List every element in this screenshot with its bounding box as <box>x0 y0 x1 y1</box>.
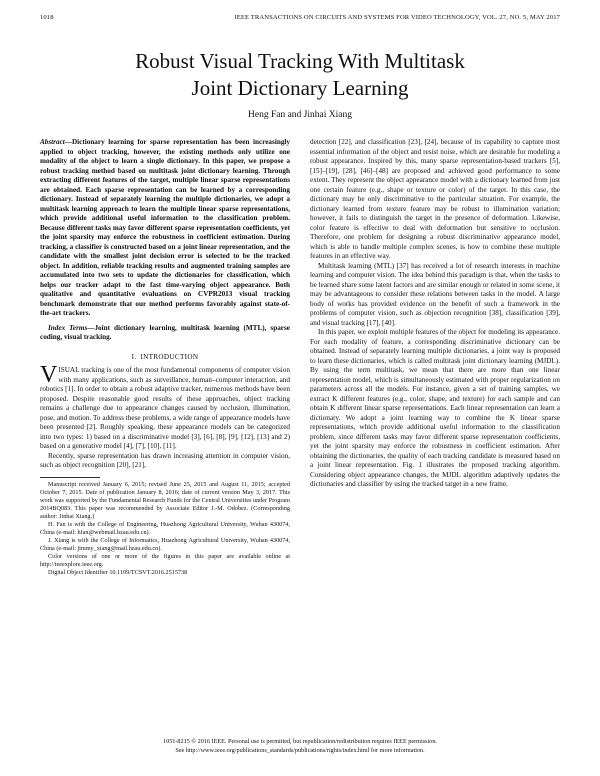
copyright-line-2: See http://www.ieee.org/publications_standards/publications/rights/index.html for more information. <box>175 746 425 754</box>
footnote-manuscript: Manuscript received January 6, 2015; revised June 25, 2015 and August 11, 2015; accepted October 7, 2015. Date of publication January 8, 2016; date of current version May 3, 2017. This work was supported by the Fundamental Research Funds for the Central Universities under Program 2014BQ083. This paper was recommended by Associate Editor J.-M. Odobez. (Corresponding author: Jinhai Xiang.) <box>40 480 290 520</box>
index-terms <box>40 324 290 343</box>
footnote-doi: Digital Object Identifier 10.1109/TCSVT.2016.2515738 <box>48 568 188 576</box>
footnote-divider <box>40 477 100 478</box>
left-column <box>40 138 290 577</box>
title-line-2: Joint Dictionary Learning <box>191 76 409 100</box>
intro-paragraph-1-text: ISUAL tracking is one of the most fundamental components of computer vision with many applications, such as surveillance, human–computer interaction, and robotics [1]. In order to obtain a robust adaptive tracker, numerous methods have been proposed. Despite reasonable good results of these approaches, object tracking remains a challenge due to appearance changes caused by occlusion, illumination, pose, and motion. To address these problems, a wide range of appearance models have been presented [2]. Roughly speaking, these appearance models can be categorized into two types: 1) based on a discriminative model [3], [6], [8], [9], [12], [13] and 2) based on a generative model [4], [7], [10], [11]. <box>40 366 290 450</box>
drop-cap: V <box>40 362 58 388</box>
authors: Heng Fan and Jinhai Xiang <box>248 110 352 120</box>
copyright-notice <box>40 738 560 755</box>
abstract-text: —Dictionary learning for sparse representation has been increasingly applied to object tracking, however, the existing methods only utilize one modality of the object to learn a single dictionary. In this paper, we propose a robust tracking method based on multitask joint dictionary learning. Through extracting different features of the target, multiple linear sparse representations are obtained. Each sparse representation can be learned by a corresponding dictionary. Instead of separately learning the multiple dictionaries, we adopt a multitask learning approach to learn the multiple linear sparse representations, which provide additional useful information to the classification problem. Because different tasks may favor different sparse representation coefficients, yet the joint sparsity may enforce the robustness in coefficient estimation. During tracking, a classifier is constructed based on a joint linear representation, and the candidate with the smallest joint decision error is selected to be the tracked object. In addition, reliable tracking results and augmented training samples are accumulated into two sets to update the dictionaries for classification, which helps our tracker adapt to the fast time-varying object appearance. Both qualitative and quantitative evaluations on CVPR2013 visual tracking benchmark demonstrate that our method performs favorably against state-of-the-art trackers. <box>40 138 290 317</box>
journal-name: IEEE TRANSACTIONS ON CIRCUITS AND SYSTEMS FOR VIDEO TECHNOLOGY, VOL. 27, NO. 5, MAY 2017 <box>234 14 560 21</box>
intro-paragraph-2: Recently, sparse representation has drawn increasing attention in computer vision, such as object recognition [20], [21], <box>40 451 290 469</box>
section-number: I. <box>131 352 137 361</box>
copyright-line-1: 1051-8215 © 2016 IEEE. Personal use is permitted, but republication/redistribution requires IEEE permission. <box>163 738 437 745</box>
abstract-label: Abstract <box>40 138 65 146</box>
page-number: 1018 <box>40 14 54 21</box>
abstract <box>40 138 290 319</box>
footnotes <box>40 481 290 577</box>
footnote-color-versions: Color versions of one or more of the figures in this paper are available online at http://ieeexplore.ieee.org. <box>40 552 290 568</box>
section-heading-introduction <box>40 353 290 363</box>
footnote-author-xiang: J. Xiang is with the College of Informatics, Huazhong Agricultural University, Wuhan 430074, China (e-mail: jimmy_xiang@mail.hzau.edu.cn). <box>40 536 290 552</box>
right-column <box>310 138 560 490</box>
footnote-author-fan: H. Fan is with the College of Engineering, Huazhong Agricultural University, Wuhan 430074, China (e-mail: hfan@webmail.hzau.edu.cn). <box>40 520 290 536</box>
title-line-1: Robust Visual Tracking With Multitask <box>135 49 465 73</box>
index-terms-text: —Joint dictionary learning, multitask learning (MTL), sparse coding, visual tracking. <box>40 323 290 341</box>
right-paragraph-3: In this paper, we exploit multiple features of the object for modeling its appearance. For each modality of feature, a corresponding discriminative dictionary can be obtained. Instead of separately learning multiple dictionaries, a joint way is proposed to learn these dictionaries, which is called multitask joint dictionary learning (MJDL). By using the term multitask, we mean that there are more than one linear representation model, which is simultaneously estimated with proper regularization on parameters across all the models. For instance, given a set of training samples, we extract K different features (e.g., color, shape, and texture) for each sample and can obtain K different linear sparse representations. Each linear representation can learn a dictionary. We adopt a joint learning way to combine the K linear sparse representations, which provide additional useful information to the classification problem, since different tasks may favor different sparse representation coefficients, yet the joint sparsity may enforce the robustness in coefficient estimation. After obtaining the dictionaries, the quality of each tracking candidate is measured based on a joint linear representation. Fig. 1 illustrates the proposed tracking algorithm. Considering object appearance changes, the MJDL algorithm adaptively updates the dictionaries and classifier by using the tracked target in a new frame. <box>310 328 560 488</box>
right-paragraph-1: detection [22], and classification [23], [24], because of its capability to capture most essential information of the object and resist noise, which are desirable for modeling a robust appearance. Inspired by this, many sparse representation-based trackers [5], [15]–[19], [28], [46]–[48] are proposed and achieved good performance to some extent. They represent the object appearance model with a dictionary learned from just one certain feature (e.g., shape or texture or color) of the target. In this case, the dictionary may be only discriminative to the particular situation. For example, the dictionary learned from texture feature may be robust to illumination variation; however, it fails to distinguish the target in the presence of deformation. Likewise, color feature is effective to deal with deformation but sensitive to occlusion. Therefore, one problem for designing a robust discriminative appearance model, which is able to handle multiple complex scenes, is how to combine these multiple features in an effective way. <box>310 138 560 260</box>
right-paragraph-2: Multitask learning (MTL) [37] has received a lot of research interests in machine learning and computer vision. The idea behind this paradigm is that, when the tasks to be learned share some latent factors and are similar enough or related in some scene, it may be advantageous to consider these relations between tasks in the model. A large body of works has provided evidence on the benefit of such a framework in the problems of computer vision, such as objection recognition [38], classification [39], and visual tracking [17], [40]. <box>310 261 560 327</box>
intro-paragraph-1 <box>40 362 290 452</box>
paper-title <box>40 48 560 102</box>
section-title: INTRODUCTION <box>140 352 199 361</box>
index-terms-label: Index Terms <box>48 323 88 332</box>
running-header <box>40 14 560 24</box>
